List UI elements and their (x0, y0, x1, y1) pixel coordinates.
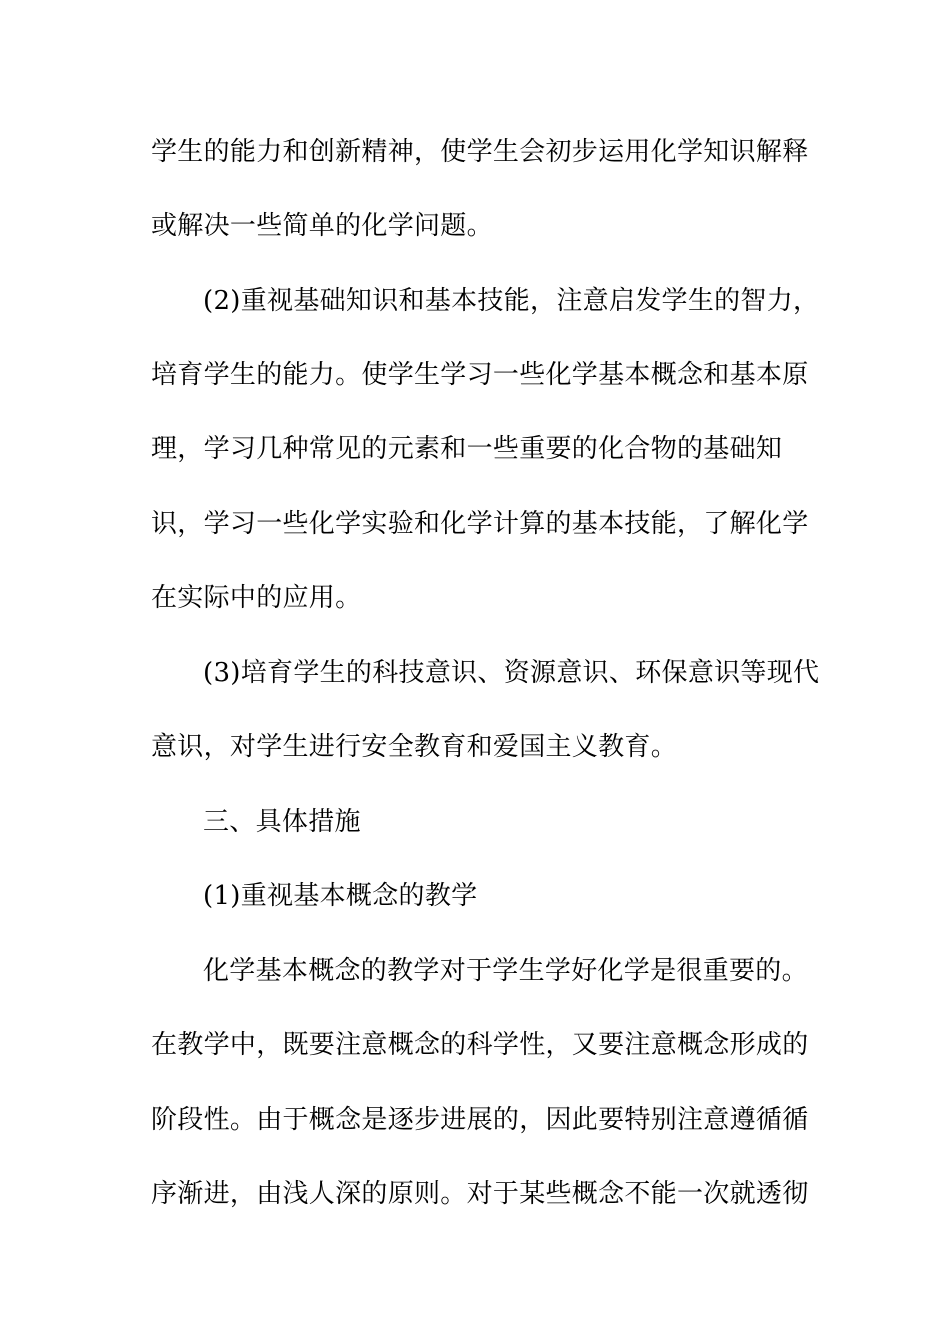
text-line: 在实际中的应用。 (151, 583, 362, 613)
subsection-heading: (1)重视基本概念的教学 (203, 881, 478, 911)
text-line: 学生的能力和创新精神，使学生会初步运用化学知识解释 (151, 137, 809, 167)
text-line: 理，学习几种常见的元素和一些重要的化合物的基础知 (151, 434, 783, 464)
text-line: 识，学习一些化学实验和化学计算的基本技能，了解化学 (151, 509, 809, 539)
paragraph-start-line: (2)重视基础知识和基本技能，注意启发学生的智力， (203, 286, 820, 316)
text-line: 序渐进，由浅人深的原则。对于某些概念不能一次就透彻 (151, 1179, 809, 1209)
section-heading: 三、具体措施 (203, 807, 361, 837)
text-line: 在教学中，既要注意概念的科学性，又要注意概念形成的 (151, 1030, 809, 1060)
text-line: 意识，对学生进行安全教育和爱国主义教育。 (151, 732, 678, 762)
paragraph-start-line: 化学基本概念的教学对于学生学好化学是很重要的。 (203, 956, 808, 986)
text-line: 培育学生的能力。使学生学习一些化学基本概念和基本原 (151, 360, 809, 390)
text-line: 阶段性。由于概念是逐步进展的，因此要特别注意遵循循 (151, 1105, 809, 1135)
text-line: 或解决一些简单的化学问题。 (151, 211, 493, 241)
paragraph-start-line: (3)培育学生的科技意识、资源意识、环保意识等现代 (203, 658, 820, 688)
